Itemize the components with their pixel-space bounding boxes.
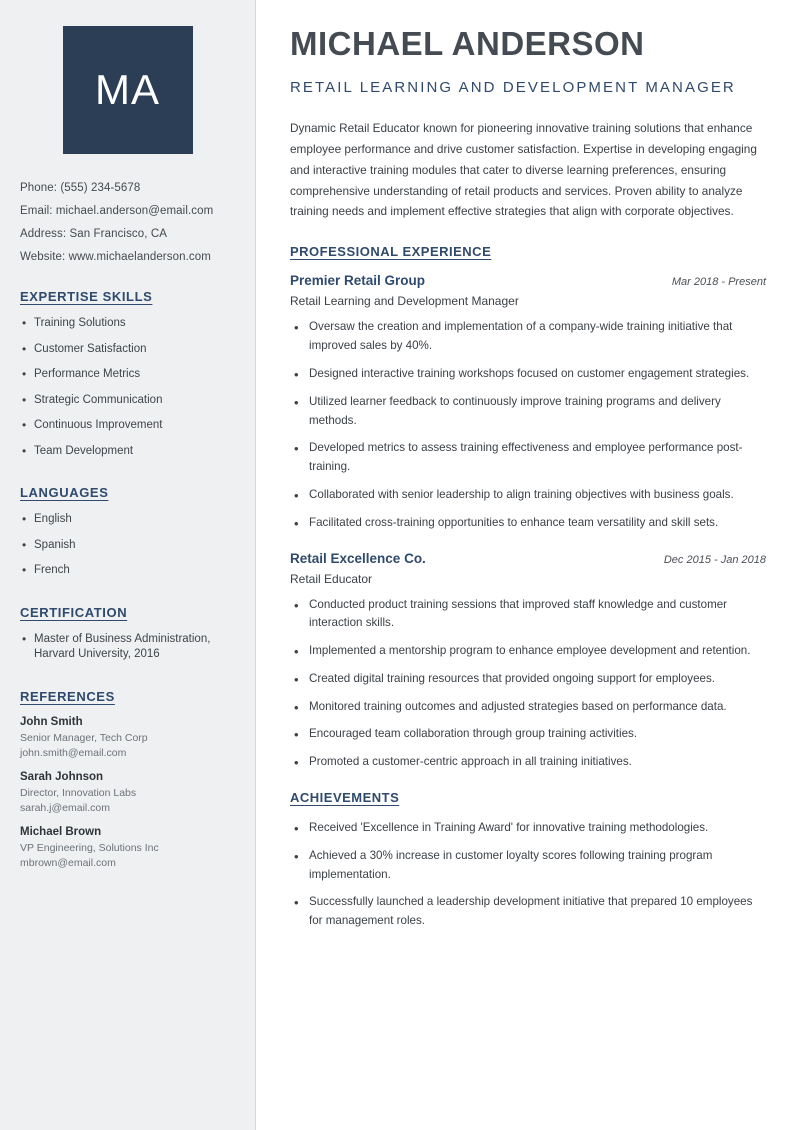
avatar <box>20 26 235 154</box>
certification-list <box>20 632 235 663</box>
list-item: • Strategic Communication <box>20 393 235 409</box>
reference-item <box>20 826 235 869</box>
employment-dates: Dec 2015 - Jan 2018 <box>663 553 766 566</box>
reference-name: Michael Brown <box>20 825 102 838</box>
list-item: • Facilitated cross-training opportunities to enhance team versatility and skill sets. <box>290 514 766 533</box>
reference-email: sarah.j@email.com <box>20 801 111 814</box>
reference-email: john.smith@email.com <box>20 746 127 759</box>
reference-role: Director, Innovation Labs <box>20 786 137 799</box>
reference-role: VP Engineering, Solutions Inc <box>20 841 159 854</box>
company-name: Retail Excellence Co. <box>290 550 426 566</box>
list-item: • Promoted a customer-centric approach in all training initiatives. <box>290 753 766 772</box>
references-heading: REFERENCES <box>20 688 115 704</box>
contact-website: Website: www.michaelanderson.com <box>20 251 211 263</box>
experience-header <box>290 551 766 566</box>
list-item: • Oversaw the creation and implementation of a company-wide training initiative that improved sales by 40%. <box>290 318 766 356</box>
page-title: MICHAEL ANDERSON <box>290 25 645 62</box>
list-item: • English <box>20 512 235 528</box>
languages-heading: LANGUAGES <box>20 485 109 501</box>
responsibility-list <box>290 596 766 772</box>
list-item: • Developed metrics to assess training effectiveness and employee performance post-training. <box>290 439 766 477</box>
contact-phone: Phone: (555) 234-5678 <box>20 182 141 194</box>
contact-email: Email: michael.anderson@email.com <box>20 205 214 217</box>
expertise-skills-list <box>20 316 235 459</box>
professional-summary: Dynamic Retail Educator known for pioneering innovative training solutions that enhance employee performance and drive customer satisfaction. Expertise in developing engaging and interactive training modules that cater to diverse learning preferences, ensuring comprehensive understanding of retail products and services. Proven ability to analyze training needs and implement effective strategies that align with corporate objectives. <box>290 120 757 219</box>
list-item: • Training Solutions <box>20 316 235 332</box>
main-content <box>256 0 800 1130</box>
reference-name: John Smith <box>20 715 83 728</box>
employment-dates: Mar 2018 - Present <box>671 276 766 289</box>
list-item: • Received 'Excellence in Training Award' for innovative training methodologies. <box>290 819 766 838</box>
list-item: • Utilized learner feedback to continuously improve training programs and delivery methods. <box>290 393 766 431</box>
list-item: • Achieved a 30% increase in customer loyalty scores following training program implementation. <box>290 847 766 885</box>
list-item: • Created digital training resources that provided ongoing support for employees. <box>290 670 766 689</box>
list-item: • Encouraged team collaboration through group training activities. <box>290 725 766 744</box>
list-item: • Successfully launched a leadership development initiative that prepared 10 employees for management roles. <box>290 893 766 931</box>
achievements-list <box>290 819 766 931</box>
expertise-skills-heading: EXPERTISE SKILLS <box>20 289 153 304</box>
list-item: • Spanish <box>20 538 235 554</box>
reference-item <box>20 716 235 759</box>
list-item: • French <box>20 563 235 579</box>
reference-role: Senior Manager, Tech Corp <box>20 731 148 744</box>
experience-entry <box>290 551 766 772</box>
list-item: • Customer Satisfaction <box>20 342 235 358</box>
certification-heading: CERTIFICATION <box>20 604 128 620</box>
job-title: RETAIL LEARNING AND DEVELOPMENT MANAGER <box>290 79 736 97</box>
reference-name: Sarah Johnson <box>20 770 104 783</box>
list-item: • Continuous Improvement <box>20 418 235 434</box>
contact-block <box>20 182 235 263</box>
list-item: • Performance Metrics <box>20 367 235 383</box>
company-name: Premier Retail Group <box>290 273 426 289</box>
list-item: • Implemented a mentorship program to enhance employee development and retention. <box>290 642 766 661</box>
professional-experience-heading: PROFESSIONAL EXPERIENCE <box>290 244 492 260</box>
list-item: • Master of Business Administration, Harvard University, 2016 <box>20 632 235 663</box>
sidebar <box>0 0 256 1130</box>
reference-email: mbrown@email.com <box>20 856 116 869</box>
monogram-initials: MA <box>63 26 193 154</box>
list-item: • Team Development <box>20 444 235 460</box>
achievements-heading: ACHIEVEMENTS <box>290 789 400 805</box>
contact-address: Address: San Francisco, CA <box>20 228 168 240</box>
job-role: Retail Educator <box>290 571 373 586</box>
reference-item <box>20 771 235 814</box>
job-role: Retail Learning and Development Manager <box>290 294 519 309</box>
experience-header <box>290 273 766 288</box>
list-item: • Collaborated with senior leadership to align training objectives with business goals. <box>290 486 766 505</box>
list-item: • Designed interactive training workshops focused on customer engagement strategies. <box>290 365 766 384</box>
responsibility-list <box>290 318 766 532</box>
languages-list <box>20 512 235 579</box>
experience-entry <box>290 273 766 532</box>
list-item: • Conducted product training sessions that improved staff knowledge and customer interaction skills. <box>290 596 766 634</box>
list-item: • Monitored training outcomes and adjusted strategies based on performance data. <box>290 698 766 717</box>
